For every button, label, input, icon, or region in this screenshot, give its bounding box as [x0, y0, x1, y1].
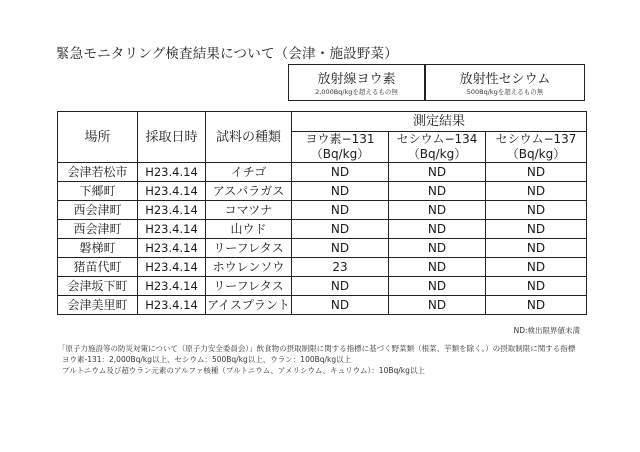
header-i131-unit: （Bq/kg）: [310, 147, 370, 161]
cell-cs134: ND: [389, 182, 486, 201]
cell-cs137: ND: [486, 277, 587, 296]
nd-footnote: ND:検出限界値未満: [513, 326, 580, 335]
cell-i131: ND: [292, 239, 389, 258]
legend-cesium-label: 放射性セシウム: [459, 72, 551, 87]
cell-place: 西会津町: [58, 220, 138, 239]
cell-cs134: ND: [389, 201, 486, 220]
header-measurement: 測定結果: [292, 112, 587, 132]
cell-i131: ND: [292, 220, 389, 239]
header-cs137-label: セシウム−137: [495, 132, 577, 146]
cell-i131: ND: [292, 296, 389, 315]
table-row: [58, 296, 587, 315]
legend-cesium-note: 500Bq/kgを超えるもの無: [466, 88, 544, 96]
cell-cs137: ND: [486, 258, 587, 277]
table-row: [58, 163, 587, 182]
header-sample: 試料の種類: [206, 112, 292, 163]
header-cs137-unit: （Bq/kg）: [506, 147, 566, 161]
cell-place: 西会津町: [58, 201, 138, 220]
cell-cs137: ND: [486, 296, 587, 315]
footer-line-1: 「原子力施設等の防災対策について（原子力安全委員会）」飲食物の摂取制限に関する指標に基づく野菜類（根菜、芋類を除く。）の摂取制限に関する指標: [58, 344, 576, 353]
cell-date: H23.4.14: [138, 296, 206, 315]
cell-i131: ND: [292, 201, 389, 220]
header-cs137: [486, 132, 587, 163]
cell-cs134: ND: [389, 296, 486, 315]
cell-sample: リーフレタス: [206, 277, 292, 296]
table-row: [58, 201, 587, 220]
cell-sample: アイスプラント: [206, 296, 292, 315]
footer-line-3: プルトニウム及び超ウラン元素のアルファ核種（プルトニウム、アメリシウム、キュリウム）：10Bq/kg以上: [62, 366, 425, 375]
header-cs134-unit: （Bq/kg）: [407, 147, 467, 161]
cell-cs134: ND: [389, 163, 486, 182]
header-cs134: [389, 132, 486, 163]
header-i131: [292, 132, 389, 163]
cell-place: 猪苗代町: [58, 258, 138, 277]
legend-iodine-note: 2,000Bq/kgを超えるもの無: [315, 88, 398, 96]
table-row: [58, 182, 587, 201]
cell-cs137: ND: [486, 201, 587, 220]
cell-sample: アスパラガス: [206, 182, 292, 201]
cell-cs134: ND: [389, 239, 486, 258]
cell-sample: コマツナ: [206, 201, 292, 220]
cell-sample: イチゴ: [206, 163, 292, 182]
cell-cs137: ND: [486, 182, 587, 201]
cell-i131: ND: [292, 277, 389, 296]
cell-date: H23.4.14: [138, 163, 206, 182]
header-place: 場所: [58, 112, 138, 163]
cell-cs134: ND: [389, 277, 486, 296]
cell-cs137: ND: [486, 220, 587, 239]
cell-place: 下郷町: [58, 182, 138, 201]
cell-place: 磐梯町: [58, 239, 138, 258]
legend-iodine: [288, 64, 425, 101]
cell-place: 会津坂下町: [58, 277, 138, 296]
header-cs134-label: セシウム−134: [396, 132, 478, 146]
cell-sample: 山ウド: [206, 220, 292, 239]
cell-date: H23.4.14: [138, 201, 206, 220]
cell-place: 会津若松市: [58, 163, 138, 182]
cell-i131: ND: [292, 182, 389, 201]
cell-sample: ホウレンソウ: [206, 258, 292, 277]
cell-cs137: ND: [486, 239, 587, 258]
cell-i131: 23: [292, 258, 389, 277]
header-i131-label: ヨウ素−131: [305, 132, 375, 146]
table-row: [58, 277, 587, 296]
cell-cs134: ND: [389, 220, 486, 239]
header-date: 採取日時: [138, 112, 206, 163]
legend-iodine-label: 放射線ヨウ素: [317, 72, 396, 87]
cell-place: 会津美里町: [58, 296, 138, 315]
cell-date: H23.4.14: [138, 258, 206, 277]
legend-cesium: [425, 64, 585, 101]
cell-cs137: ND: [486, 163, 587, 182]
cell-date: H23.4.14: [138, 182, 206, 201]
cell-date: H23.4.14: [138, 277, 206, 296]
cell-i131: ND: [292, 163, 389, 182]
cell-cs134: ND: [389, 258, 486, 277]
results-table: [57, 111, 587, 315]
page-title: 緊急モニタリング検査結果について（会津・施設野菜）: [56, 46, 398, 62]
table-row: [58, 258, 587, 277]
table-row: [58, 239, 587, 258]
cell-date: H23.4.14: [138, 220, 206, 239]
cell-date: H23.4.14: [138, 239, 206, 258]
footer-line-2: ヨウ素-131：2,000Bq/kg以上、セシウム：500Bq/kg以上、ウラン：100Bq/kg以上: [62, 355, 352, 364]
cell-sample: リーフレタス: [206, 239, 292, 258]
table-row: [58, 220, 587, 239]
